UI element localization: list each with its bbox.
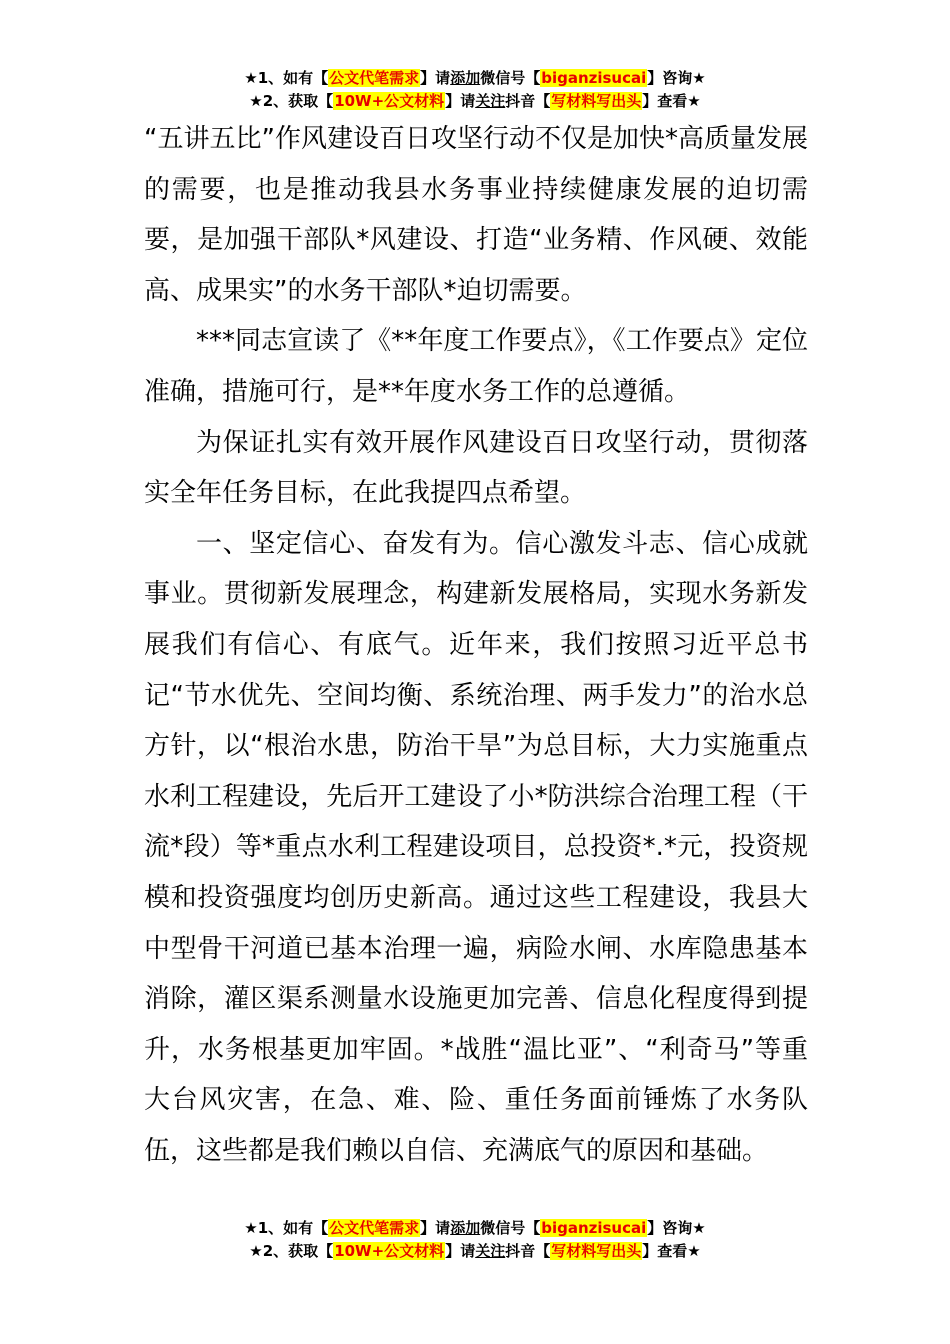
footer-line2-prefix: ★2、获取【: [249, 1242, 334, 1260]
banner-line2-suffix: 】查看★: [642, 92, 701, 110]
banner-line1-underlined: 添加: [450, 69, 481, 87]
banner-highlight-materials: 10W+公文材料: [334, 92, 445, 110]
footer-line1-mid1: 】请: [420, 1219, 451, 1237]
banner-line-2: [0, 90, 950, 113]
banner-line1-mid1: 】请: [420, 69, 451, 87]
footer-line2-mid1: 】请: [445, 1242, 476, 1260]
paragraph-1: “五讲五比”作风建设百日攻坚行动不仅是加快*高质量发展的需要，也是推动我县水务事业持续健康发展的迫切需要，是加强干部队*风建设、打造“业务精、作风硬、效能高、成果实”的水务干部队*迫切需要。: [144, 124, 808, 306]
footer-line1-prefix: ★1、如有【: [244, 1219, 329, 1237]
banner-line2-mid2: 抖音【: [505, 92, 551, 110]
banner-line1-mid2: 微信号【: [480, 69, 541, 87]
banner-line-1: [0, 67, 950, 90]
document-body: [144, 114, 808, 1176]
footer-highlight-materials: 10W+公文材料: [334, 1242, 445, 1260]
banner-line2-underlined: 关注: [475, 92, 506, 110]
footer-banner-line-2: [0, 1240, 950, 1263]
banner-line1-prefix: ★1、如有【: [244, 69, 329, 87]
footer-line1-suffix: 】咨询★: [647, 1219, 706, 1237]
banner-line1-suffix: 】咨询★: [647, 69, 706, 87]
footer-banner: [0, 1217, 950, 1263]
banner-highlight-writing-service: 公文代笔需求: [329, 69, 420, 87]
banner-highlight-douyin-account: 写材料写出头: [551, 92, 642, 110]
banner-highlight-wechat-id: biganzisucai: [541, 69, 647, 87]
footer-line2-suffix: 】查看★: [642, 1242, 701, 1260]
footer-line2-mid2: 抖音【: [505, 1242, 551, 1260]
footer-highlight-wechat-id: biganzisucai: [541, 1219, 647, 1237]
footer-line2-underlined: 关注: [475, 1242, 506, 1260]
footer-highlight-douyin-account: 写材料写出头: [551, 1242, 642, 1260]
footer-banner-line-1: [0, 1217, 950, 1240]
paragraph-4: 一、坚定信心、奋发有为。信心激发斗志、信心成就事业。贯彻新发展理念，构建新发展格局，实现水务新发展我们有信心、有底气。近年来，我们按照习近平总书记“节水优先、空间均衡、系统治理、两手发力”的治水总方针，以“根治水患，防治干旱”为总目标，大力实施重点水利工程建设，先后开工建设了小*防洪综合治理工程（干流*段）等*重点水利工程建设项目，总投资*.*元，投资规模和投资强度均创历史新高。通过这些工程建设，我县大中型骨干河道已基本治理一遍，病险水闸、水库隐患基本消除，灌区渠系测量水设施更加完善、信息化程度得到提升，水务根基更加牢固。*战胜“温比亚”、“利奇马”等重大台风灾害，在急、难、险、重任务面前锤炼了水务队伍，这些都是我们赖以自信、充满底气的原因和基础。: [144, 528, 808, 1166]
banner-line2-prefix: ★2、获取【: [249, 92, 334, 110]
banner-line2-mid1: 】请: [445, 92, 476, 110]
footer-highlight-writing-service: 公文代笔需求: [329, 1219, 420, 1237]
paragraph-2: ***同志宣读了《**年度工作要点》，《工作要点》定位准确，措施可行，是**年度水务工作的总遵循。: [144, 326, 808, 407]
footer-line1-mid2: 微信号【: [480, 1219, 541, 1237]
footer-line1-underlined: 添加: [450, 1219, 481, 1237]
paragraph-3: 为保证扎实有效开展作风建设百日攻坚行动，贯彻落实全年任务目标，在此我提四点希望。: [144, 427, 808, 509]
header-banner: [0, 67, 950, 113]
